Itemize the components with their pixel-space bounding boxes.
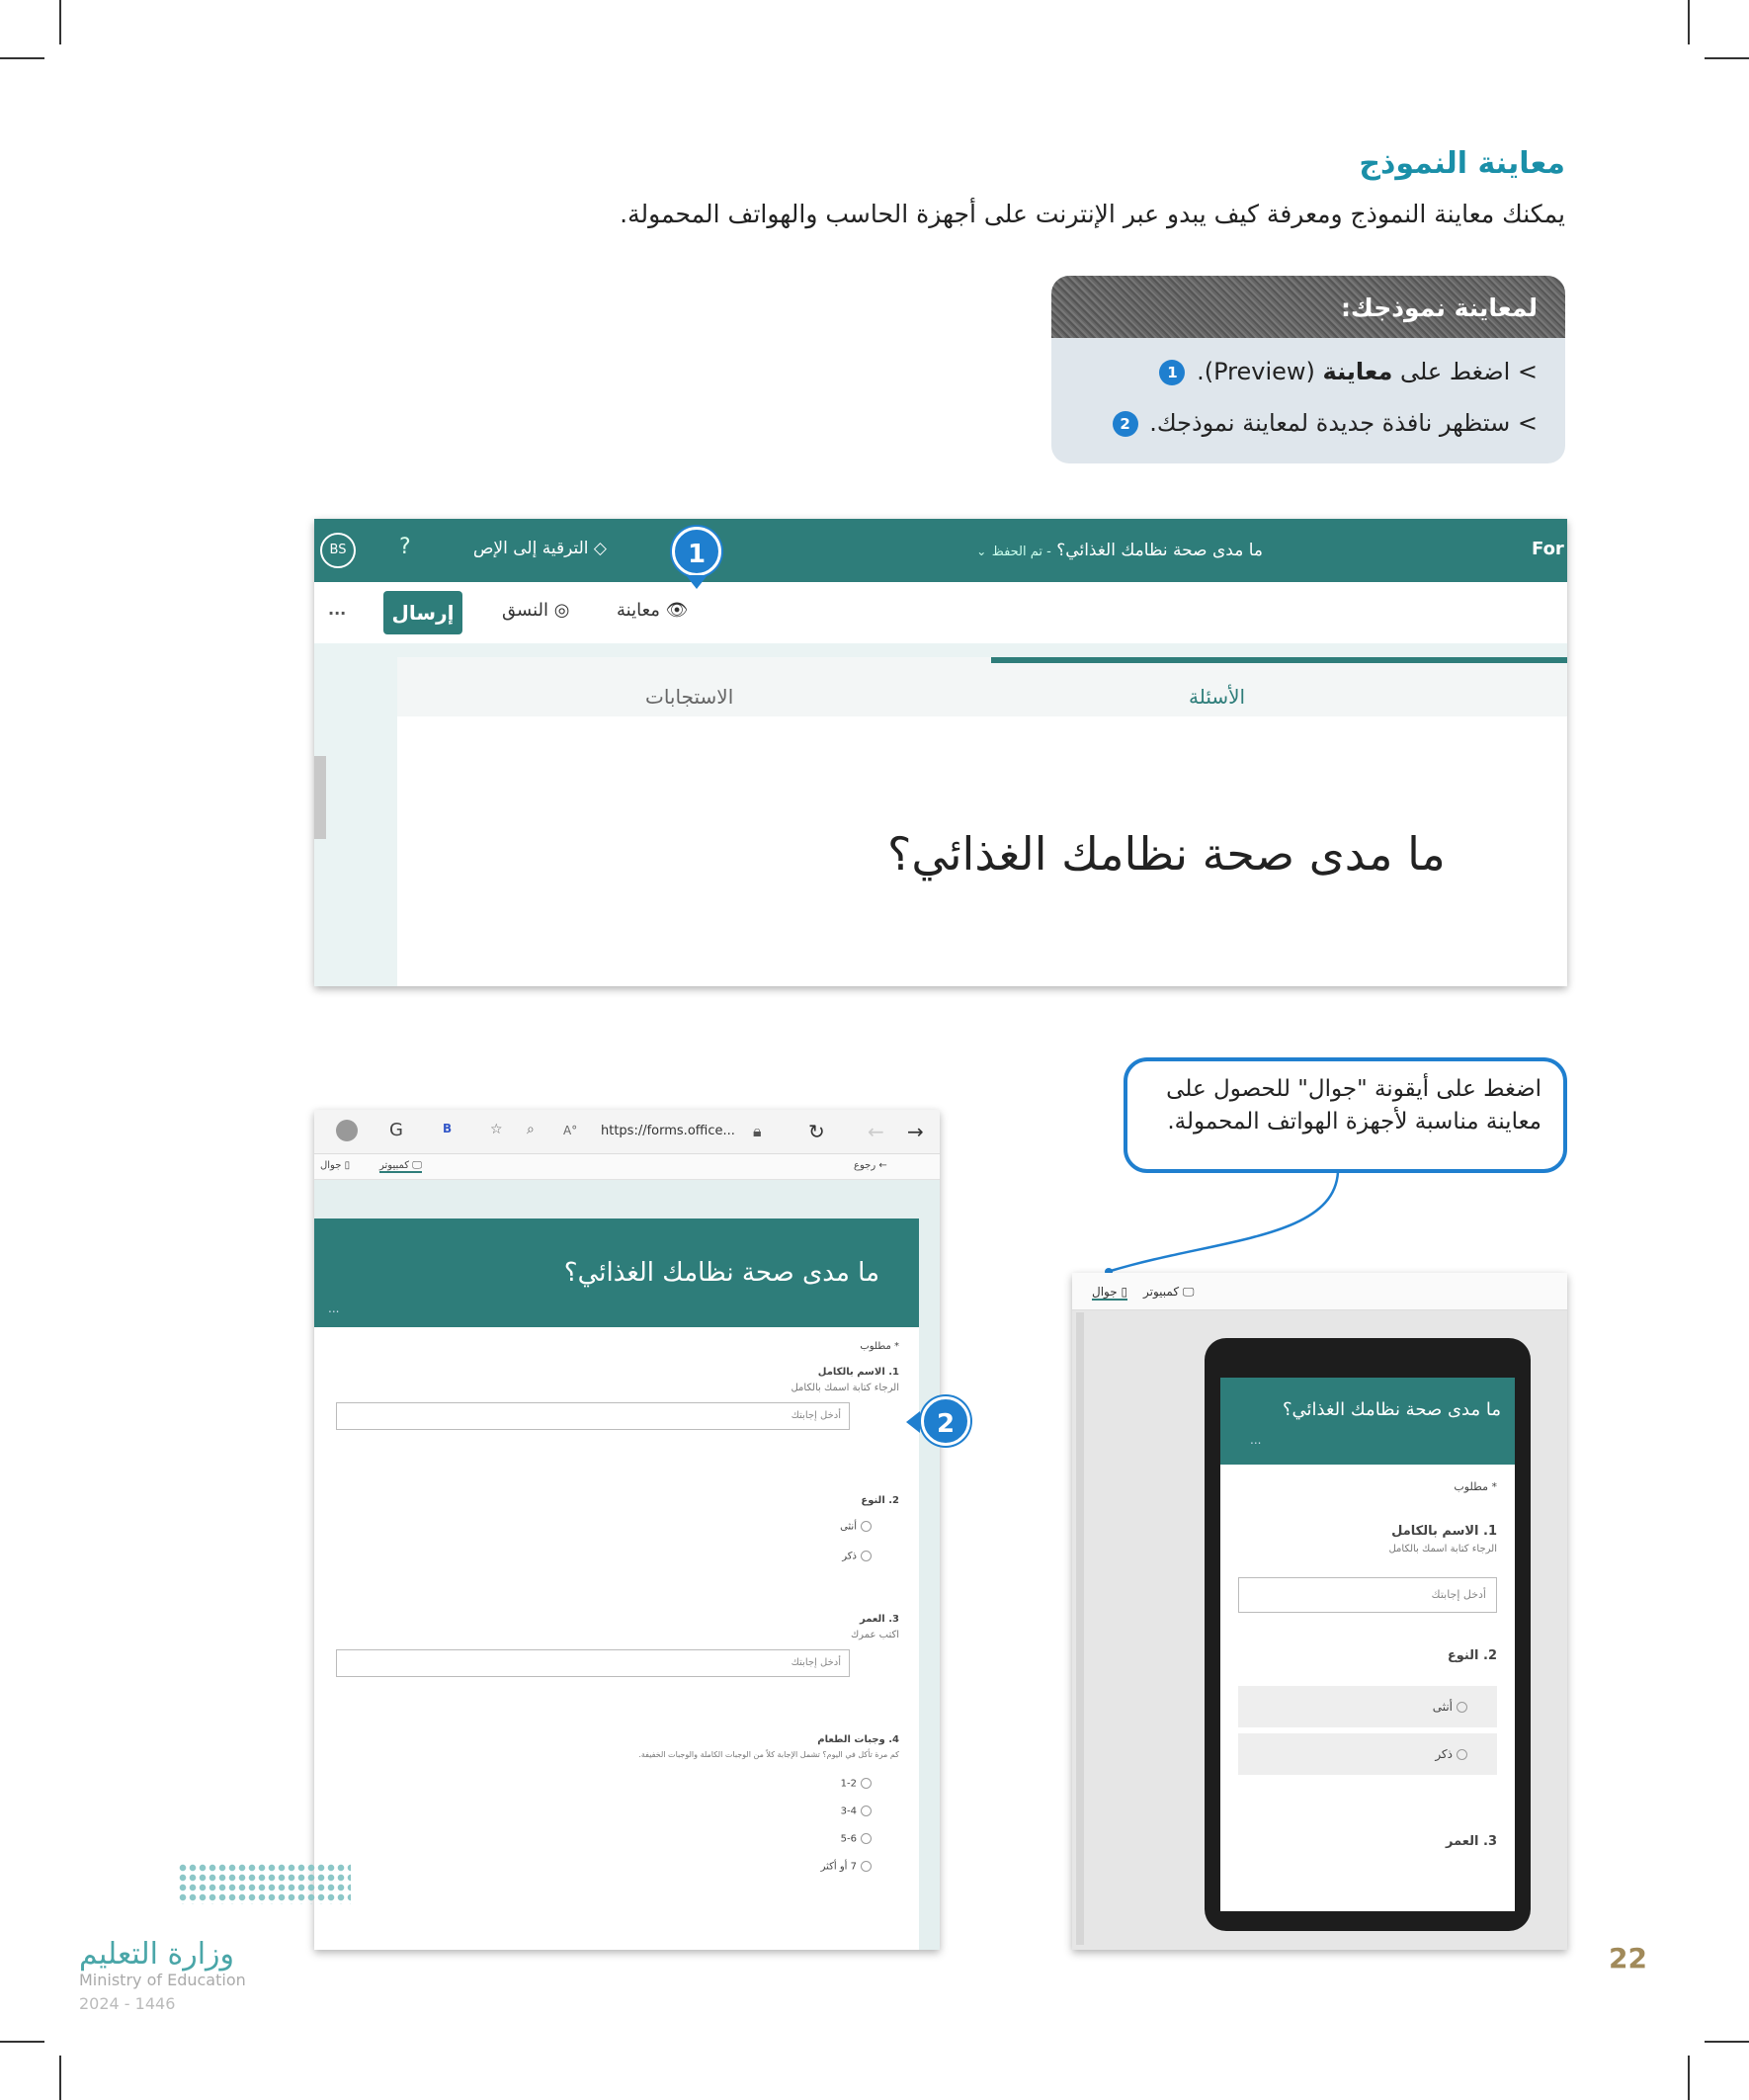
computer-tab[interactable]: 🖵︎ كمبيوتر [1143,1285,1195,1299]
preview-button[interactable]: 👁 معاينة [617,600,689,621]
ministry-name-ar: وزارة التعليم [79,1937,235,1972]
crop-mark [0,2041,44,2043]
send-button[interactable]: إرسال [383,591,462,634]
form-body [314,1327,919,1950]
question-1-title: 1. الاسم بالكامل [817,1367,899,1378]
option-meals-4[interactable]: 7 أو أكثر [821,1861,872,1873]
step-2: > ستظهر نافذة جديدة لمعاينة نموذجك. 2 [1051,397,1565,449]
read-aloud-icon[interactable]: A° [563,1124,578,1137]
question-4-hint: كم مرة تأكل في اليوم؟ تشمل الإجابة كلاً من الوجبات الكاملة والوجبات الخفيفة. [638,1750,899,1759]
option-male[interactable]: ذكر [842,1551,872,1562]
option-meals-2[interactable]: 3-4 [841,1806,872,1817]
avatar[interactable]: BS [320,533,356,568]
tabs-strip [397,657,1567,716]
browser-toolbar [314,1110,940,1154]
steps-heading: لمعاينة نموذجك: [1051,276,1565,338]
phone-frame [1205,1338,1531,1931]
question-1-hint: الرجاء كتابة اسمك بالكامل [1388,1544,1497,1554]
step-number-badge: 1 [1159,360,1185,385]
help-icon[interactable]: ? [399,535,411,559]
form-title: ما مدى صحة نظامك الغذائي؟ [1282,1399,1501,1420]
forms-editor-screenshot [314,519,1567,986]
question-1-hint: الرجاء كتابة اسمك بالكامل [791,1383,899,1393]
answer-input-3[interactable]: أدخل إجابتك [336,1649,850,1677]
question-1-title: 1. الاسم بالكامل [1391,1524,1497,1539]
desktop-preview-screenshot [314,1110,940,1950]
crop-mark [0,57,44,59]
phone-screen [1220,1378,1515,1911]
badge-pointer [686,575,708,589]
preview-mode-bar [1072,1273,1567,1310]
option-meals-3[interactable]: 5-6 [841,1833,872,1845]
browser-logo-icon[interactable]: G [389,1120,403,1140]
eye-icon: 👁 [665,600,689,621]
forms-top-bar [314,519,1567,582]
question-2-title: 2. النوع [861,1495,899,1506]
ministry-name-en: Ministry of Education [79,1971,246,1989]
mobile-tab[interactable]: ▯ جوال [320,1160,351,1171]
active-tab-indicator [991,657,1567,663]
step-1: > اضغط على معاينة (Preview). 1 [1051,346,1565,397]
forms-toolbar [314,582,1567,643]
mobile-tab[interactable]: ▯ جوال [1092,1285,1128,1299]
badge-pointer [906,1411,920,1433]
callout-note: اضغط على أيقونة "جوال" للحصول على معاينة مناسبة لأجهزة الهواتف المحمولة. [1124,1057,1567,1173]
callout-connector [1097,1170,1344,1279]
question-4-title: 4. وجبات الطعام [817,1734,899,1745]
refresh-icon[interactable]: ↻ [808,1120,825,1143]
crop-mark [1688,2056,1690,2100]
more-icon[interactable]: ... [1250,1433,1262,1447]
crop-mark [1688,0,1690,44]
answer-input-1[interactable]: أدخل إجابتك [336,1402,850,1430]
mobile-preview-screenshot [1072,1273,1567,1950]
crop-mark [1705,57,1749,59]
option-female[interactable]: أنثى [840,1521,872,1533]
radio-icon [861,1806,872,1816]
tab-responses[interactable]: الاستجابات [645,685,734,709]
doc-title-bar[interactable]: ما مدى صحة نظامك الغذائي؟ - تم الحفظ ⌄ [976,541,1263,560]
section-title: معاينة النموذج [1359,146,1565,181]
radio-icon [861,1833,872,1844]
callout-badge-1: 1 [672,527,721,576]
url-bar[interactable]: https://forms.office... [601,1124,735,1138]
forward-arrow-icon[interactable]: → [907,1120,924,1143]
question-3-title: 3. العمر [1446,1834,1497,1849]
preview-mode-bar [314,1154,940,1180]
edition-year: 2024 - 1446 [79,1994,176,2013]
back-button[interactable]: ← رجوع [854,1160,887,1171]
zoom-icon[interactable]: ⌕ [527,1122,535,1137]
question-3-hint: اكتب عمرك [850,1630,899,1640]
profile-icon[interactable] [336,1120,358,1141]
form-title[interactable]: ما مدى صحة نظامك الغذائي؟ [887,827,1446,881]
question-3-title: 3. العمر [859,1614,899,1625]
favorite-icon[interactable]: ☆ [490,1122,503,1137]
radio-icon [861,1551,872,1561]
extension-icon[interactable]: B [443,1122,453,1135]
diamond-icon: ◇ [593,539,607,558]
lock-icon: 🔒︎ [753,1122,762,1140]
option-meals-1[interactable]: 1-2 [841,1778,872,1790]
form-title: ما مدى صحة نظامك الغذائي؟ [563,1258,879,1288]
tab-questions[interactable]: الأسئلة [1189,685,1246,709]
form-header [314,1218,919,1327]
scrollbar[interactable] [314,756,326,839]
ministry-logo-dots [178,1863,351,1904]
option-male[interactable]: ذكر [1238,1733,1497,1775]
app-name: For [1532,539,1564,559]
section-description: يمكنك معاينة النموذج ومعرفة كيف يبدو عبر الإنترنت على أجهزة الحاسب والهواتف المحمولة. [620,200,1565,228]
computer-tab[interactable]: 🖵︎ كمبيوتر [379,1160,422,1171]
page-number: 22 [1609,1942,1647,1974]
callout-badge-2: 2 [921,1396,970,1446]
form-header [1220,1378,1515,1465]
radio-icon [861,1521,872,1532]
step-number-badge: 2 [1113,411,1138,437]
more-icon[interactable]: ... [328,600,347,619]
steps-box [1051,276,1565,463]
back-arrow-icon[interactable]: ← [868,1120,884,1143]
radio-icon [1457,1749,1467,1760]
required-note: * مطلوب [1454,1480,1497,1493]
palette-icon: ◎ [553,600,570,621]
style-button[interactable]: ◎ النسق [502,600,570,621]
radio-icon [1457,1702,1467,1713]
scrollbar[interactable] [1076,1312,1084,1945]
required-note: * مطلوب [860,1341,899,1352]
crop-mark [59,2056,61,2100]
crop-mark [1705,2041,1749,2043]
answer-input-1[interactable]: أدخل إجابتك [1238,1577,1497,1613]
radio-icon [861,1778,872,1789]
question-2-title: 2. النوع [1447,1648,1497,1663]
option-female[interactable]: أنثى [1238,1686,1497,1727]
crop-mark [59,0,61,44]
radio-icon [861,1861,872,1872]
upgrade-link[interactable]: ◇ الترقية إلى الإص [472,539,607,558]
chevron-down-icon: ⌄ [976,545,987,558]
more-icon[interactable]: ... [328,1302,340,1315]
